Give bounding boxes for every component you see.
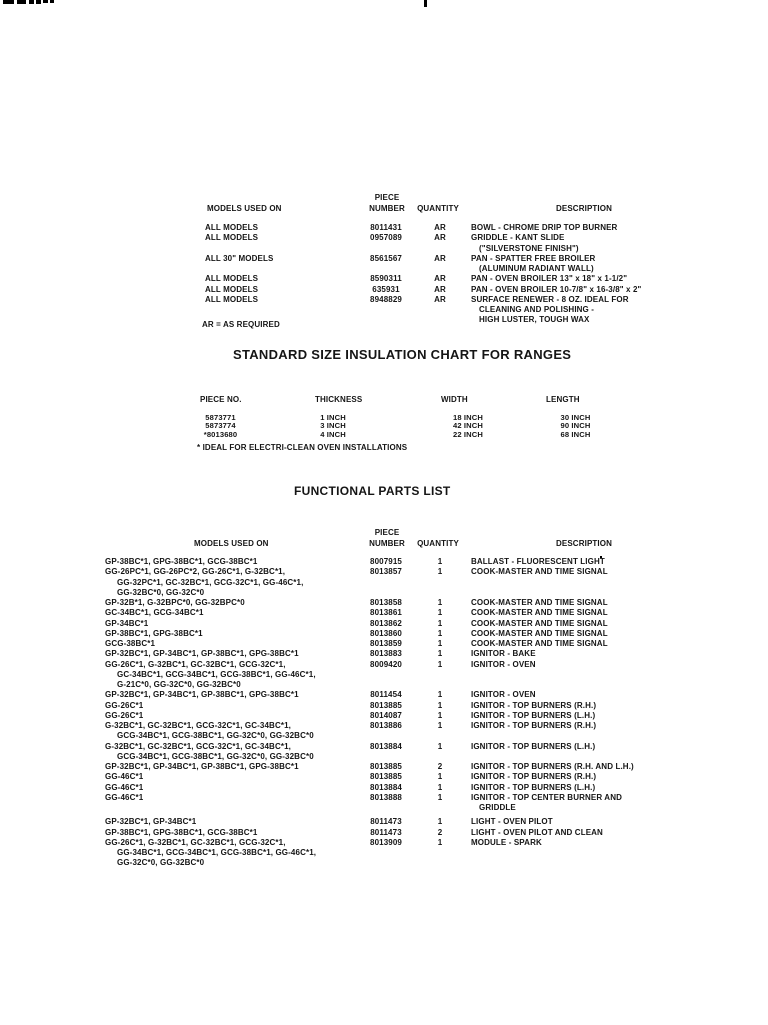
table-row — [0, 817, 768, 827]
description-line: IGNITOR - TOP BURNERS (R.H.) — [471, 721, 597, 730]
description-cell — [463, 567, 768, 577]
description-cell — [463, 274, 768, 284]
table-row — [0, 567, 768, 598]
table-row — [0, 639, 768, 649]
quantity-cell: AR — [434, 284, 446, 294]
column-header-description: DESCRIPTION — [556, 539, 612, 548]
models-line: GG-46C*1 — [105, 772, 144, 782]
description-line: IGNITOR - TOP CENTER BURNER AND — [471, 792, 622, 802]
piece-number-cell: 8007915 — [370, 557, 402, 566]
quantity-cell: 1 — [437, 608, 443, 618]
models-line: GG-32BC*0, GG-32C*0 — [117, 587, 205, 597]
scan-mark — [17, 0, 26, 4]
quantity-cell: 1 — [437, 690, 443, 700]
width-cell: 42 INCH — [453, 421, 483, 431]
models-cell — [205, 254, 355, 264]
description-line: IGNITOR - TOP BURNERS (L.H.) — [471, 782, 596, 792]
models-cell — [105, 742, 355, 763]
column-header-quantity: QUANTITY — [417, 204, 459, 213]
description-line: COOK-MASTER AND TIME SIGNAL — [471, 598, 608, 607]
piece-number-cell: 8590311 — [370, 274, 402, 284]
scan-mark — [43, 0, 48, 3]
models-line: GP-32BC*1, GP-34BC*1, GP-38BC*1, GPG-38BC*1 — [105, 690, 299, 700]
column-header-piece-number — [359, 528, 415, 549]
models-cell — [105, 660, 355, 691]
piece-number-cell: 8013884 — [370, 782, 402, 792]
models-cell — [105, 629, 355, 639]
quantity-cell: 1 — [437, 837, 443, 847]
models-line: GP-32BC*1, GP-34BC*1, GP-38BC*1, GPG-38BC*1 — [105, 649, 299, 659]
insulation-row — [0, 422, 768, 430]
quantity-cell: AR — [434, 233, 446, 243]
description-line: SURFACE RENEWER - 8 OZ. IDEAL FOR — [471, 294, 629, 304]
description-line: COOK-MASTER AND TIME SIGNAL — [471, 618, 608, 628]
quantity-cell: 2 — [437, 762, 443, 771]
piece-number-cell: 8014087 — [370, 710, 402, 720]
quantity-cell: 1 — [437, 659, 443, 669]
thickness-cell: 1 INCH — [320, 413, 346, 422]
quantity-cell: AR — [434, 294, 446, 304]
description-cell — [463, 233, 768, 254]
description-line: BOWL - CHROME DRIP TOP BURNER — [471, 223, 618, 232]
quantity-cell: AR — [434, 253, 446, 263]
piece-no-cell: *8013680 — [203, 429, 238, 439]
models-line: GP-32B*1, G-32BPC*0, GG-32BPC*0 — [105, 598, 245, 607]
insulation-header-width: WIDTH — [441, 395, 468, 404]
models-cell — [105, 783, 355, 793]
table-row — [0, 711, 768, 721]
description-cell — [463, 660, 768, 670]
piece-number-cell: 8013886 — [370, 721, 402, 730]
header-piece: PIECE — [374, 193, 400, 202]
piece-no-cell: 5873774 — [205, 421, 236, 431]
models-line: GP-34BC*1 — [105, 618, 149, 628]
scan-mark — [29, 0, 34, 4]
description-cell — [463, 721, 768, 731]
piece-number-cell: 8013862 — [370, 618, 402, 628]
table-row — [0, 649, 768, 659]
description-cell — [463, 608, 768, 618]
quantity-cell: 1 — [437, 710, 443, 720]
quantity-cell: 1 — [437, 557, 443, 566]
description-cell — [463, 828, 768, 838]
description-line: MODULE - SPARK — [471, 837, 542, 847]
models-line: GP-38BC*1, GPG-38BC*1, GCG-38BC*1 — [105, 827, 258, 837]
header-number: NUMBER — [369, 203, 405, 213]
functional-parts-title: FUNCTIONAL PARTS LIST — [294, 484, 451, 498]
models-line: GG-26C*1, G-32BC*1, GC-32BC*1, GCG-32C*1, — [105, 659, 286, 669]
models-cell — [105, 701, 355, 711]
models-cell — [105, 608, 355, 618]
description-cell — [463, 690, 768, 700]
description-line: PAN - SPATTER FREE BROILER — [471, 253, 596, 263]
table-row — [0, 660, 768, 691]
insulation-chart-title: STANDARD SIZE INSULATION CHART FOR RANGES — [233, 347, 572, 362]
piece-number-cell: 635931 — [372, 284, 400, 294]
table-row — [0, 233, 768, 254]
description-cell — [463, 649, 768, 659]
piece-number-cell: 8011454 — [370, 690, 402, 700]
column-header-quantity: QUANTITY — [417, 539, 459, 548]
width-cell: 22 INCH — [453, 429, 483, 439]
quantity-cell: 1 — [437, 700, 443, 710]
description-line: CLEANING AND POLISHING - — [479, 305, 595, 314]
description-line: IGNITOR - TOP BURNERS (L.H.) — [471, 741, 596, 751]
piece-number-cell: 8013909 — [370, 837, 402, 847]
quantity-cell: 1 — [437, 772, 443, 782]
table-row — [0, 254, 768, 275]
piece-number-cell: 8011473 — [370, 827, 402, 837]
column-header-models: MODELS USED ON — [207, 204, 282, 213]
models-line: G-32BC*1, GC-32BC*1, GCG-32C*1, GC-34BC*1, — [105, 741, 291, 751]
description-cell — [463, 742, 768, 752]
insulation-header-length: LENGTH — [546, 395, 580, 404]
quantity-cell: 1 — [437, 817, 443, 827]
scan-tick — [424, 0, 427, 7]
description-cell — [463, 285, 768, 295]
table-row — [0, 772, 768, 782]
header-piece: PIECE — [374, 528, 400, 537]
functional-parts-table — [0, 520, 768, 880]
quantity-cell: 1 — [437, 649, 443, 659]
table-row — [0, 295, 768, 326]
column-header-models: MODELS USED ON — [194, 539, 269, 548]
models-line: ALL 30" MODELS — [205, 253, 274, 263]
description-cell — [463, 783, 768, 793]
description-line: COOK-MASTER AND TIME SIGNAL — [471, 628, 608, 638]
table-row — [0, 629, 768, 639]
table-row — [0, 557, 768, 567]
models-line: ALL MODELS — [205, 223, 259, 232]
piece-number-cell: 8013885 — [370, 762, 402, 771]
piece-number-cell: 8013885 — [370, 772, 402, 782]
piece-number-cell: 8013858 — [370, 598, 402, 607]
length-cell: 90 INCH — [560, 421, 591, 431]
quantity-cell: 2 — [437, 827, 443, 837]
models-line: GP-38BC*1, GPG-38BC*1, GCG-38BC*1 — [105, 557, 258, 566]
models-line: GCG-34BC*1, GCG-38BC*1, GG-32C*0, GG-32BC*0 — [117, 731, 314, 741]
quantity-cell: AR — [434, 274, 446, 284]
models-cell — [105, 838, 355, 869]
description-line: IGNITOR - BAKE — [471, 649, 536, 659]
models-cell — [105, 772, 355, 782]
description-line: COOK-MASTER AND TIME SIGNAL — [471, 567, 608, 577]
models-cell — [105, 557, 355, 567]
piece-number-cell: 8013861 — [370, 608, 402, 618]
models-cell — [205, 285, 355, 295]
description-line: IGNITOR - TOP BURNERS (L.H.) — [471, 710, 596, 720]
models-line: GP-32BC*1, GP-34BC*1, GP-38BC*1, GPG-38BC*1 — [105, 762, 299, 771]
column-header-description: DESCRIPTION — [556, 204, 612, 213]
models-line: GG-26C*1, G-32BC*1, GC-32BC*1, GCG-32C*1, — [105, 837, 286, 847]
width-cell: 18 INCH — [453, 413, 483, 422]
header-number: NUMBER — [369, 538, 405, 548]
piece-number-cell: 8013884 — [370, 741, 402, 751]
description-cell — [463, 629, 768, 639]
table-row — [0, 793, 768, 814]
models-line: GP-32BC*1, GP-34BC*1 — [105, 817, 197, 827]
description-line: COOK-MASTER AND TIME SIGNAL — [471, 639, 608, 648]
insulation-row — [0, 431, 768, 439]
insulation-footnote: * IDEAL FOR ELECTRI-CLEAN OVEN INSTALLATIONS — [197, 443, 408, 452]
table-row — [0, 274, 768, 284]
description-cell — [463, 701, 768, 711]
description-line: IGNITOR - OVEN — [471, 659, 536, 669]
description-cell — [463, 598, 768, 608]
description-line: ("SILVERSTONE FINISH") — [479, 243, 579, 253]
piece-number-cell: 0957089 — [370, 233, 402, 243]
piece-number-cell: 8561567 — [370, 253, 402, 263]
insulation-rows — [0, 414, 768, 439]
description-line: COOK-MASTER AND TIME SIGNAL — [471, 608, 608, 618]
models-cell — [105, 649, 355, 659]
piece-number-cell: 8013883 — [370, 649, 402, 659]
description-cell — [463, 223, 768, 233]
table-row — [0, 762, 768, 772]
quantity-cell: 1 — [437, 639, 443, 648]
piece-number-cell: 8011473 — [370, 817, 402, 827]
scan-mark — [3, 0, 14, 4]
table-row — [0, 783, 768, 793]
description-cell — [463, 619, 768, 629]
table-row — [0, 690, 768, 700]
models-line: GC-34BC*1, GCG-34BC*1 — [105, 608, 204, 618]
models-cell — [105, 690, 355, 700]
models-cell — [105, 639, 355, 649]
description-line: PAN - OVEN BROILER 13" x 18" x 1-1/2" — [471, 274, 628, 284]
description-cell — [463, 711, 768, 721]
description-line: HIGH LUSTER, TOUGH WAX — [479, 315, 590, 325]
description-cell — [463, 639, 768, 649]
models-line: GP-38BC*1, GPG-38BC*1 — [105, 628, 203, 638]
table-row — [0, 285, 768, 295]
piece-number-cell: 8013859 — [370, 639, 402, 648]
length-cell: 68 INCH — [560, 429, 591, 439]
models-line: GG-32PC*1, GC-32BC*1, GCG-32C*1, GG-46C*1, — [117, 577, 304, 587]
piece-number-cell: 8948829 — [370, 294, 402, 304]
description-cell — [463, 817, 768, 827]
models-line: GG-46C*1 — [105, 782, 144, 792]
table-row — [0, 598, 768, 608]
insulation-header-piece: PIECE NO. — [200, 395, 242, 404]
table-row — [0, 701, 768, 711]
models-cell — [205, 274, 355, 284]
models-cell — [105, 828, 355, 838]
models-line: GG-46C*1 — [105, 792, 144, 802]
description-line: (ALUMINUM RADIANT WALL) — [479, 264, 594, 273]
table-row — [0, 608, 768, 618]
description-line: IGNITOR - TOP BURNERS (R.H. AND L.H.) — [471, 762, 634, 771]
insulation-row — [0, 414, 768, 422]
description-line: PAN - OVEN BROILER 10-7/8" x 16-3/8" x 2" — [471, 284, 642, 294]
models-line: GCG-34BC*1, GCG-38BC*1, GG-32C*0, GG-32BC*0 — [117, 751, 314, 761]
models-cell — [105, 567, 355, 598]
models-cell — [205, 223, 355, 233]
models-line: GG-26C*1 — [105, 710, 144, 720]
quantity-cell: AR — [434, 223, 446, 232]
description-line: IGNITOR - OVEN — [471, 690, 536, 700]
description-cell — [463, 557, 768, 567]
description-cell — [463, 762, 768, 772]
description-line: GRIDDLE — [479, 803, 516, 812]
quantity-cell: 1 — [437, 782, 443, 792]
models-cell — [105, 817, 355, 827]
parts-rows — [0, 223, 768, 326]
models-cell — [205, 295, 355, 305]
models-line: G-21C*0, GG-32C*0, GG-32BC*0 — [117, 680, 241, 689]
quantity-cell: 1 — [437, 618, 443, 628]
piece-number-cell: 8013888 — [370, 792, 402, 802]
models-line: ALL MODELS — [205, 294, 259, 304]
models-cell — [105, 711, 355, 721]
description-line: IGNITOR - TOP BURNERS (R.H.) — [471, 700, 597, 710]
models-line: ALL MODELS — [205, 233, 259, 243]
quantity-cell: 1 — [437, 628, 443, 638]
models-line: GCG-38BC*1 — [105, 639, 156, 648]
description-cell — [463, 254, 768, 275]
piece-number-cell: 8009420 — [370, 659, 402, 669]
quantity-cell: 1 — [437, 792, 443, 802]
thickness-cell: 3 INCH — [320, 421, 346, 431]
models-cell — [105, 619, 355, 629]
insulation-header-thickness: THICKNESS — [315, 395, 363, 404]
models-line: GG-26C*1 — [105, 700, 144, 710]
description-cell — [463, 793, 768, 814]
models-cell — [105, 721, 355, 742]
models-cell — [205, 233, 355, 243]
scan-mark — [36, 0, 41, 4]
description-cell — [463, 838, 768, 848]
description-line: BALLAST - FLUORESCENT LIGHT — [471, 557, 605, 566]
piece-number-cell: 8013857 — [370, 567, 402, 577]
quantity-cell: 1 — [437, 741, 443, 751]
models-cell — [105, 762, 355, 772]
models-line: GC-34BC*1, GCG-34BC*1, GCG-38BC*1, GG-46C*1, — [117, 669, 316, 679]
models-line: GG-26PC*1, GG-26PC*2, GG-26C*1, G-32BC*1, — [105, 567, 286, 577]
models-line: ALL MODELS — [205, 284, 259, 294]
ar-note: AR = AS REQUIRED — [202, 320, 280, 329]
description-cell — [463, 295, 768, 326]
models-cell — [105, 598, 355, 608]
description-line: GRIDDLE - KANT SLIDE — [471, 233, 565, 243]
piece-number-cell: 8013860 — [370, 628, 402, 638]
table-row — [0, 721, 768, 742]
piece-no-cell: 5873771 — [205, 413, 236, 422]
parts-table-top — [0, 186, 768, 336]
models-line: GG-32C*0, GG-32BC*0 — [117, 858, 205, 868]
thickness-cell: 4 INCH — [320, 429, 346, 439]
parts-rows — [0, 557, 768, 869]
table-row — [0, 742, 768, 763]
description-line: LIGHT - OVEN PILOT — [471, 817, 553, 827]
table-row — [0, 223, 768, 233]
table-row — [0, 619, 768, 629]
scan-mark — [50, 0, 54, 3]
models-cell — [105, 793, 355, 803]
piece-number-cell: 8011431 — [370, 223, 402, 232]
table-row — [0, 838, 768, 869]
table-row — [0, 828, 768, 838]
models-line: G-32BC*1, GC-32BC*1, GCG-32C*1, GC-34BC*1, — [105, 721, 291, 730]
length-cell: 30 INCH — [560, 413, 591, 422]
quantity-cell: 1 — [437, 567, 443, 577]
piece-number-cell: 8013885 — [370, 700, 402, 710]
models-line: ALL MODELS — [205, 274, 259, 284]
column-header-piece-number — [359, 193, 415, 214]
models-line: GG-34BC*1, GCG-34BC*1, GCG-38BC*1, GG-46C*1, — [117, 848, 317, 857]
description-line: IGNITOR - TOP BURNERS (R.H.) — [471, 772, 597, 782]
description-line: LIGHT - OVEN PILOT AND CLEAN — [471, 827, 603, 837]
description-cell — [463, 772, 768, 782]
quantity-cell: 1 — [437, 598, 443, 607]
quantity-cell: 1 — [437, 721, 443, 730]
